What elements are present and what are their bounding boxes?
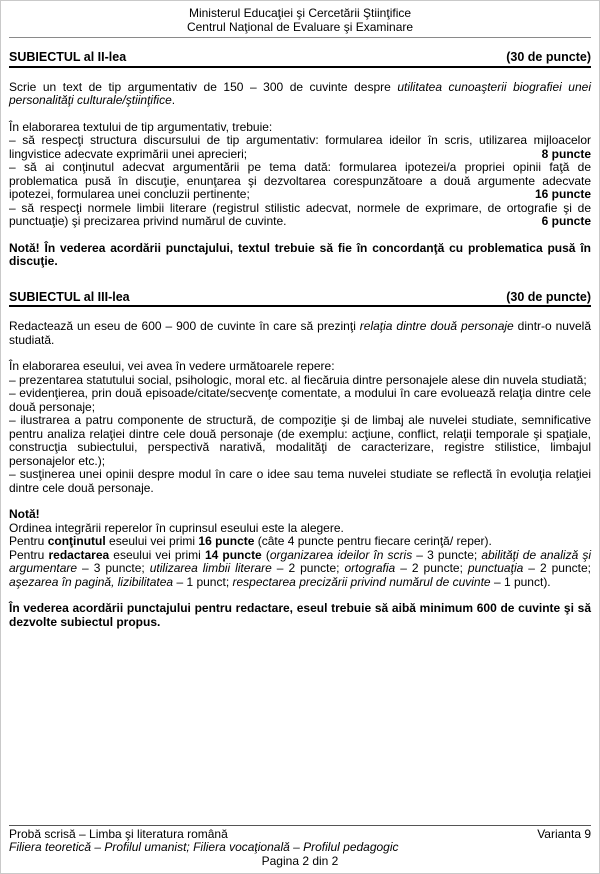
redact-text: Pentru [9, 547, 49, 562]
subject3-points-label: (30 de puncte) [506, 289, 591, 304]
ministry-header [9, 7, 591, 34]
subject2-intro-pre: Scrie un text de tip argumentativ de 150 – 300 de cuvinte despre [9, 79, 398, 94]
subject3-note-title: Notă! [9, 507, 40, 521]
requirement-text: – să respecţi structura discursului de tip argumentativ: formularea ideilor în scris, utilizarea mijloacelor lingvistice adecvate exprimării unei aprecieri; [9, 133, 591, 161]
footer-variant: Varianta 9 [537, 826, 591, 841]
redact-bold: redactarea [48, 547, 110, 562]
requirement-points: 8 puncte [536, 148, 591, 162]
subject3-intro-topic: relaţia dintre două personaje [359, 319, 514, 333]
page-footer [9, 825, 591, 869]
note-content-points: 16 puncte [198, 534, 255, 548]
document-content [1, 1, 599, 629]
ministry-header-line1: Ministerul Educaţiei şi Cercetării Ştiinţifice [188, 6, 412, 20]
redact-text: – 3 puncte; [77, 561, 150, 575]
subject2-heading [9, 51, 591, 68]
subject3-note-order: Ordinea integrării reperelor în cuprinsul eseului este la alegere. [9, 520, 344, 535]
redact-text: – 1 punct; [173, 574, 233, 589]
redact-text: – 3 puncte; [412, 547, 482, 562]
footer-line1 [9, 828, 591, 842]
footer-filiera: Filiera teoretică – Profilul umanist; Filiera vocaţională – Profilul pedagogic [9, 840, 399, 854]
subject2-title: SUBIECTUL al II-lea [9, 50, 127, 64]
requirement-text: – să ai conţinutul adecvat argumentării pe tema dată: formularea ipotezei/a propriei opinii faţă de problematica pusă în discuţie, enunţarea şi dezvoltarea corespunzătoare a două argumente adecvate ipotezei, formularea unei concluzii pertinente; [9, 160, 591, 201]
subject3-list-intro: În elaborarea eseului, vei avea în vedere următoarele repere: [9, 359, 335, 373]
subject3-note-content [9, 535, 591, 549]
subject2-points-label: (30 de puncte) [506, 50, 591, 64]
subject3-reper-3: – ilustrarea a patru componente de structură, de compoziţie şi de limbaj ale nuvelei studiate, semnificative pentru analiza relaţiei dintre cele două personaje (de exemplu: acţiune, conflict, relaţii temporale şi spaţiale, construcţia subiectului, perspectivă narativă, modalităţi de caracterizare, registre stilistice, limbajul personajelor etc.); [9, 413, 591, 468]
subject3-reper-1: – prezentarea statutului social, psihologic, moral etc. al fiecăruia dintre personajele alese din nuvela studiată; [9, 372, 587, 387]
requirement-points: 6 puncte [536, 215, 591, 229]
subject3-intro-post: dintr-o nuvelă studiată. [9, 319, 591, 347]
redact-text: ( [261, 547, 270, 562]
redact-criterion: aşezarea în pagină, lizibilitatea [9, 574, 174, 589]
ministry-header-line2: Centrul Naţional de Evaluare şi Examinare [186, 19, 414, 34]
redact-criterion: abilităţi de analiză şi argumentare [9, 547, 592, 575]
subject3-intro-pre: Redactează un eseu de 600 – 900 de cuvinte în care să prezinţi [9, 319, 360, 333]
redact-criterion: utilizarea limbii literare [149, 561, 272, 575]
subject2-requirements-block [9, 121, 591, 229]
subject3-heading [9, 291, 591, 308]
note-content-bold: conţinutul [47, 534, 106, 548]
note-content-text: Pentru [9, 534, 48, 548]
subject3-note-redactare [9, 549, 591, 590]
subject3-reper-4: – susţinerea unei opinii despre modul în care o idee sau tema nuvelei studiate se reflectă în evoluţia relaţiei dintre cele două personaje. [9, 467, 591, 495]
redact-text: – 1 punct). [490, 574, 551, 589]
note-content-text: (câte 4 puncte pentru fiecare cerinţă/ reper). [254, 534, 492, 548]
subject3-repere-block [9, 360, 591, 495]
redact-text: eseului vei primi [109, 547, 205, 562]
subject3-note-block [9, 508, 591, 589]
requirement-text: – să respecţi normele limbii literare (registrul stilistic adecvat, normele de exprimare, de ortografie şi de punctuaţie) şi precizarea privind numărul de cuvinte. [9, 200, 591, 228]
redact-criterion: organizarea ideilor în scris [269, 547, 413, 562]
footer-divider [9, 825, 591, 826]
subject3-intro-paragraph [9, 320, 591, 347]
subject2-note: Notă! În vederea acordării punctajului, textul trebuie să fie în concordanţă cu problematica pusă în discuţie. [9, 240, 591, 268]
footer-exam-name: Probă scrisă – Limba şi literatura română [9, 826, 228, 841]
subject2-intro-post: . [171, 93, 176, 107]
subject2-requirement-1 [9, 134, 591, 161]
subject3-title: SUBIECTUL al III-lea [9, 289, 130, 304]
header-divider [9, 37, 591, 38]
subject2-list-intro: În elaborarea textului de tip argumentativ, trebuie: [9, 119, 273, 134]
redact-criterion: punctuaţia [467, 561, 524, 575]
subject2-requirement-2 [9, 161, 591, 202]
note-content-text: eseului vei primi [105, 534, 199, 548]
redact-points: 14 puncte [204, 547, 262, 562]
subject3-reper-2: – evidenţierea, prin două episoade/citate/secvenţe comentate, a modului în care evoluează relaţia dintre cele două personaje; [9, 386, 591, 414]
requirement-points: 16 puncte [529, 188, 591, 202]
redact-text: – 2 puncte; [523, 561, 592, 575]
footer-page-indicator: Pagina 2 din 2 [261, 853, 339, 868]
redact-text: – 2 puncte; [271, 561, 345, 575]
redact-criterion: respectarea precizării privind numărul de cuvinte [232, 574, 491, 589]
subject2-requirement-3 [9, 202, 591, 229]
subject3-final-note: În vederea acordării punctajului pentru redactare, eseul trebuie să aibă minimum 600 de cuvinte şi să dezvolte subiectul propus. [9, 601, 591, 629]
subject2-intro-topic: utilitatea cunoaşterii biografiei unei personalităţi culturale/ştiinţifice [9, 79, 591, 107]
subject2-intro-paragraph [9, 81, 591, 108]
redact-text: – 2 puncte; [395, 561, 468, 575]
redact-criterion: ortografia [344, 561, 396, 575]
